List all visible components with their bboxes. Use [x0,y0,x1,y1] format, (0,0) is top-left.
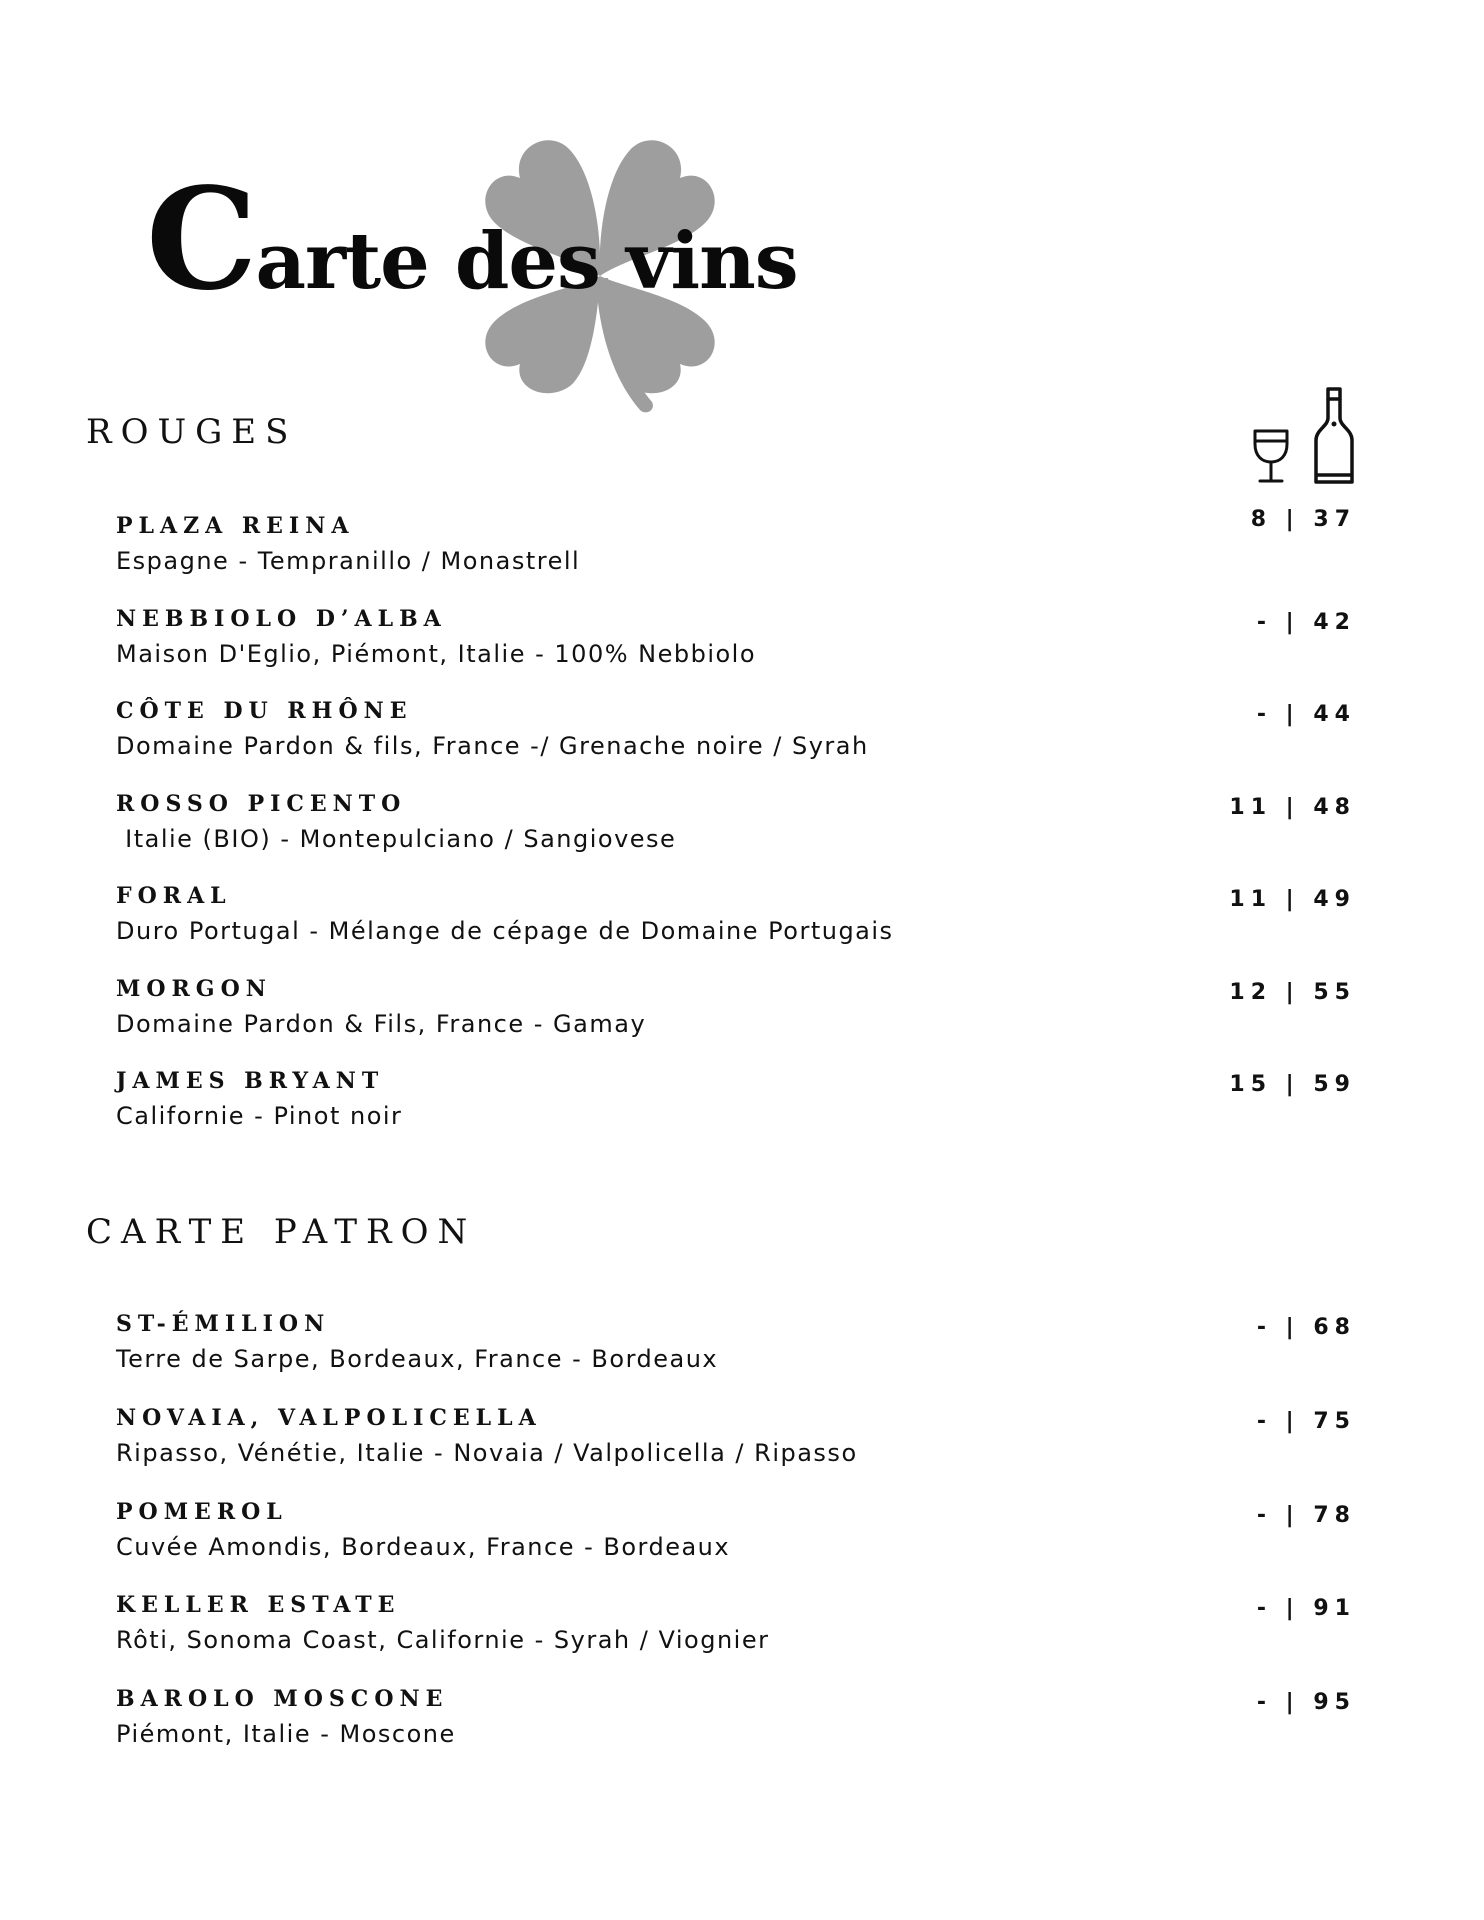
wine-name: POMEROL [116,1499,288,1525]
wine-price: - | 68 [1256,1315,1356,1340]
page-title [146,158,798,322]
wine-price: - | 95 [1256,1690,1356,1715]
wine-price: - | 78 [1256,1503,1356,1528]
wine-name: FORAL [116,883,232,909]
wine-item [116,1068,1356,1142]
wine-price: - | 75 [1256,1409,1356,1434]
section-title-rouges: ROUGES [86,412,298,452]
wine-item [116,1592,1356,1666]
wine-description: Cuvée Amondis, Bordeaux, France - Bordeaux [116,1533,731,1561]
wine-item [116,1405,1356,1479]
wine-item [116,883,1356,957]
wine-description: Duro Portugal - Mélange de cépage de Domaine Portugais [116,917,894,945]
wine-description: Ripasso, Vénétie, Italie - Novaia / Valpolicella / Ripasso [116,1439,858,1467]
wine-description: Domaine Pardon & fils, France -/ Grenache noire / Syrah [116,732,869,760]
wine-price: 11 | 49 [1229,887,1356,912]
wine-item [116,606,1356,680]
wine-description: Maison D'Eglio, Piémont, Italie - 100% Nebbiolo [116,640,757,668]
section-title-carte-patron: CARTE PATRON [86,1212,477,1252]
wine-price: 8 | 37 [1250,507,1356,532]
wine-name: CÔTE DU RHÔNE [116,698,413,724]
wine-description: Domaine Pardon & Fils, France - Gamay [116,1010,647,1038]
wine-name: NEBBIOLO D’ALBA [116,606,447,632]
wine-item [116,976,1356,1050]
wine-description: Rôti, Sonoma Coast, Californie - Syrah / Viognier [116,1626,770,1654]
wine-name: MORGON [116,976,272,1002]
wine-description: Californie - Pinot noir [116,1102,403,1130]
wine-name: PLAZA REINA [116,513,355,539]
wine-description: Espagne - Tempranillo / Monastrell [116,547,581,575]
wine-name: ST-ÉMILION [116,1311,331,1337]
wine-item [116,1499,1356,1573]
wine-description: Terre de Sarpe, Bordeaux, France - Bordeaux [116,1345,719,1373]
wine-description: Piémont, Italie - Moscone [116,1720,456,1748]
wine-price: 11 | 48 [1229,795,1356,820]
wine-price: - | 44 [1256,702,1356,727]
wine-name: ROSSO PICENTO [116,791,407,817]
wine-item [116,791,1356,865]
title-initial: C [146,158,256,322]
wine-item [116,507,1356,587]
wine-name: JAMES BRYANT [116,1068,385,1094]
wine-name: BAROLO MOSCONE [116,1686,449,1712]
wine-glass-icon [1250,428,1292,484]
title-rest: arte des vins [255,216,798,307]
wine-name: KELLER ESTATE [116,1592,401,1618]
wine-item [116,698,1356,772]
wine-price: 12 | 55 [1229,980,1356,1005]
wine-item [116,1311,1356,1385]
wine-price: 15 | 59 [1229,1072,1356,1097]
wine-bottle-icon [1312,386,1356,486]
wine-price: - | 91 [1256,1596,1356,1621]
wine-item [116,1686,1356,1760]
wine-name: NOVAIA, VALPOLICELLA [116,1405,542,1431]
wine-description: Italie (BIO) - Montepulciano / Sangiovese [116,825,677,853]
wine-price: - | 42 [1256,610,1356,635]
